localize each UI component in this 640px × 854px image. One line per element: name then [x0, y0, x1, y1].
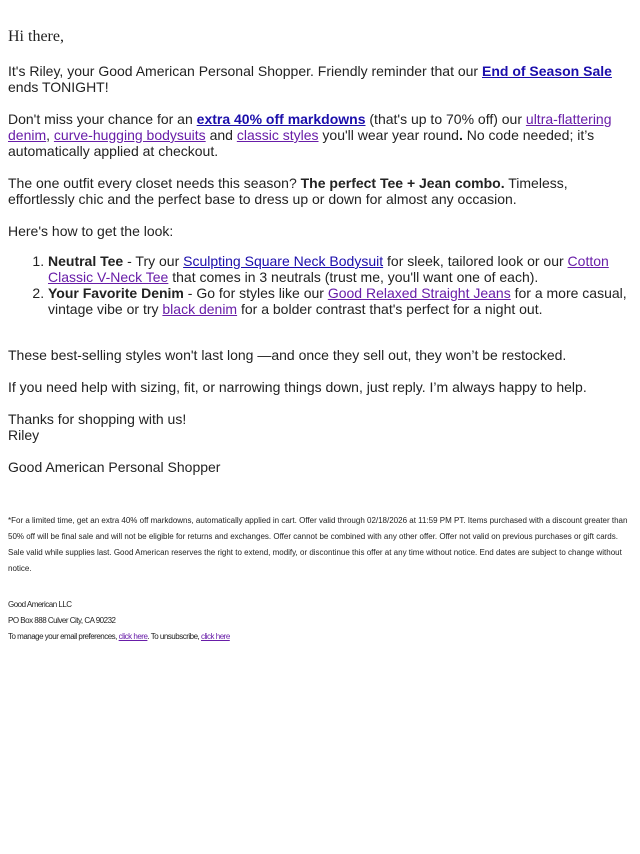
company-address: PO Box 888 Culver City, CA 90232 [8, 616, 116, 625]
intro-text-after: ends TONIGHT! [8, 79, 109, 95]
outfit-paragraph [8, 175, 632, 207]
curve-hugging-bodysuits-link[interactable]: curve-hugging bodysuits [53, 127, 206, 143]
offer-text-4: and [205, 127, 237, 143]
footer [8, 597, 632, 645]
how-to-text: Here's how to get the look: [8, 223, 174, 239]
list-item-title: Neutral Tee [48, 253, 124, 269]
list-item [48, 285, 632, 317]
footer-links [8, 629, 632, 645]
intro-paragraph [8, 63, 632, 95]
thanks-text: Thanks for shopping with us! [8, 411, 187, 427]
company-name: Good American LLC [8, 600, 72, 609]
sculpting-square-neck-bodysuit-link[interactable]: Sculpting Square Neck Bodysuit [183, 253, 384, 269]
fine-print: *For a limited time, get an extra 40% off markdowns, automatically applied in cart. Offer valid through 02/18/2026 at 11:59 PM PT. Items purchased with a discount greater than 50% off will be final sale and will not be eligible for returns and exchanges. Offer cannot be combined with any other offer. Offer not valid on previous purchases or gift cards. Sale valid while supplies last. Good American reserves the right to extend, modify, or discontinue this offer at any time without notice. End dates are subject to change without notice. [8, 516, 628, 573]
scarcity-text: These best-selling styles won't last long —and once they sell out, they won’t be restocked. [8, 347, 567, 363]
outfit-bold: The perfect Tee + Jean combo. [300, 175, 505, 191]
extra-40-off-markdowns-link[interactable]: extra 40% off markdowns [196, 111, 366, 127]
ultra-flattering-denim-link[interactable]: ultra-flattering denim [8, 111, 612, 143]
signoff-title: Good American Personal Shopper [8, 459, 221, 475]
good-relaxed-straight-jeans-link[interactable]: Good Relaxed Straight Jeans [327, 285, 511, 301]
list-item-text: - Go for styles like our [183, 285, 328, 301]
manage-preferences-link[interactable]: click here [118, 632, 148, 641]
outfit-text-1: The one outfit every closet needs this season? [8, 175, 301, 191]
cotton-classic-v-neck-tee-link[interactable]: Cotton Classic V-Neck Tee [48, 253, 609, 285]
offer-period: . [458, 127, 463, 143]
help-text: If you need help with sizing, fit, or narrowing things down, just reply. I’m always happy to help. [8, 379, 587, 395]
list-item-text: for a bolder contrast that's perfect for a night out. [237, 301, 543, 317]
offer-paragraph [8, 111, 632, 159]
unsubscribe-link[interactable]: click here [200, 632, 230, 641]
offer-text-1: Don't miss your chance for an [8, 111, 197, 127]
list-item-text: for a more casual, vintage vibe or try [48, 285, 627, 317]
black-denim-link[interactable]: black denim [162, 301, 238, 317]
unsubscribe-text: . To unsubscribe, [147, 632, 201, 641]
offer-text-5: you'll wear year round [318, 127, 459, 143]
list-item [48, 253, 632, 285]
intro-text-before: It's Riley, your Good American Personal Shopper. Friendly reminder that our [8, 63, 482, 79]
list-item-text: - Try our [123, 253, 184, 269]
manage-preferences-text: To manage your email preferences, [8, 632, 119, 641]
offer-text-2: (that's up to 70% off) our [365, 111, 526, 127]
list-item-text: for sleek, tailored look or our [383, 253, 568, 269]
signoff-name: Riley [8, 427, 40, 443]
classic-styles-link[interactable]: classic styles [236, 127, 319, 143]
list-item-title: Your Favorite Denim [48, 285, 184, 301]
end-of-season-sale-link[interactable]: End of Season Sale [481, 63, 612, 79]
look-list [8, 253, 632, 317]
greeting: Hi there, [8, 28, 64, 45]
offer-text-6: No code needed; it’s automatically applied at checkout. [8, 127, 595, 159]
outfit-text-2: Timeless, effortlessly chic and the perfect base to dress up or down for almost any occasion. [8, 175, 568, 207]
offer-text-3: , [46, 127, 54, 143]
list-item-text: that comes in 3 neutrals (trust me, you'll want one of each). [168, 269, 539, 285]
